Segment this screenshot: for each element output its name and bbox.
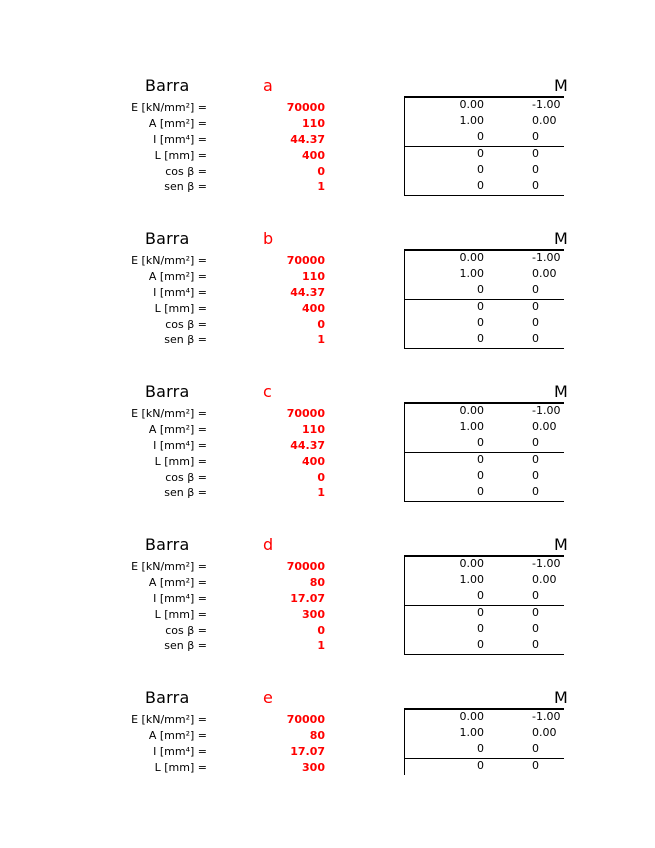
- property-label: sen β =: [164, 180, 207, 193]
- bar-title: Barra: [145, 688, 190, 707]
- property-value: 17.07: [290, 745, 325, 758]
- property-row: [0, 624, 330, 640]
- property-row: [0, 592, 330, 608]
- matrix-cell: 0: [477, 436, 484, 449]
- matrix-heading: M: [554, 382, 568, 401]
- property-label: E [kN/mm²] =: [131, 407, 207, 420]
- property-value: 70000: [286, 560, 325, 573]
- property-label: cos β =: [165, 318, 207, 331]
- matrix-cell: 0.00: [459, 557, 484, 570]
- property-label: cos β =: [165, 165, 207, 178]
- property-label: L [mm] =: [154, 149, 207, 162]
- property-row: [0, 560, 330, 576]
- matrix-row: [405, 267, 564, 283]
- property-label: L [mm] =: [154, 608, 207, 621]
- bar-title: Barra: [145, 535, 190, 554]
- matrix-cell: 0.00: [532, 267, 557, 280]
- property-label: E [kN/mm²] =: [131, 101, 207, 114]
- property-row: [0, 423, 330, 439]
- matrix-cell: 0: [477, 283, 484, 296]
- matrix-row: [405, 573, 564, 589]
- matrix-row: [405, 163, 564, 179]
- property-value: 0: [317, 471, 325, 484]
- property-value: 1: [317, 333, 325, 346]
- property-row: [0, 407, 330, 423]
- matrix-heading: M: [554, 229, 568, 248]
- property-row: [0, 713, 330, 729]
- matrix-cell: 1.00: [459, 420, 484, 433]
- property-label: cos β =: [165, 624, 207, 637]
- matrix-cell: 0: [532, 179, 539, 192]
- property-row: [0, 439, 330, 455]
- matrix-row: [405, 130, 564, 146]
- property-value: 1: [317, 180, 325, 193]
- property-value: 110: [302, 117, 325, 130]
- property-row: [0, 101, 330, 117]
- matrix-cell: 0.00: [459, 251, 484, 264]
- property-value: 80: [309, 729, 325, 742]
- matrix-cell: -1.00: [532, 251, 561, 264]
- matrix-cell: 0: [477, 163, 484, 176]
- matrix-heading: M: [554, 76, 568, 95]
- property-row: [0, 761, 330, 777]
- matrix-cell: 0: [477, 453, 484, 466]
- matrix-cell: 0: [477, 316, 484, 329]
- matrix-row: [405, 146, 564, 163]
- matrix-row: [405, 605, 564, 622]
- rotation-matrix: [404, 249, 564, 349]
- property-row: [0, 270, 330, 286]
- matrix-cell: 1.00: [459, 114, 484, 127]
- matrix-cell: 0: [477, 300, 484, 313]
- property-row: [0, 745, 330, 761]
- matrix-cell: 0: [532, 742, 539, 755]
- matrix-row: [405, 708, 564, 726]
- property-value: 17.07: [290, 592, 325, 605]
- bar-title: Barra: [145, 229, 190, 248]
- rotation-matrix: [404, 708, 564, 775]
- property-label: A [mm²] =: [148, 729, 207, 742]
- property-value: 110: [302, 270, 325, 283]
- rotation-matrix: [404, 96, 564, 196]
- property-value: 80: [309, 576, 325, 589]
- matrix-row: [405, 742, 564, 758]
- matrix-cell: 0: [532, 332, 539, 345]
- property-label: L [mm] =: [154, 302, 207, 315]
- matrix-row: [405, 469, 564, 485]
- matrix-row: [405, 249, 564, 267]
- property-label: sen β =: [164, 333, 207, 346]
- matrix-cell: 0.00: [532, 573, 557, 586]
- property-label: I [mm⁴] =: [153, 745, 207, 758]
- property-row: [0, 729, 330, 745]
- property-value: 1: [317, 486, 325, 499]
- matrix-row: [405, 436, 564, 452]
- property-row: [0, 149, 330, 165]
- matrix-cell: 0: [477, 742, 484, 755]
- property-row: [0, 486, 330, 502]
- property-label: sen β =: [164, 639, 207, 652]
- property-value: 400: [302, 149, 325, 162]
- matrix-cell: -1.00: [532, 404, 561, 417]
- property-label: E [kN/mm²] =: [131, 254, 207, 267]
- bar-block: [0, 76, 655, 236]
- matrix-cell: 0: [532, 606, 539, 619]
- property-row: [0, 133, 330, 149]
- property-row: [0, 117, 330, 133]
- property-label: I [mm⁴] =: [153, 286, 207, 299]
- bar-letter: a: [263, 76, 273, 95]
- matrix-cell: 0: [477, 179, 484, 192]
- matrix-row: [405, 622, 564, 638]
- matrix-cell: 1.00: [459, 267, 484, 280]
- matrix-heading: M: [554, 688, 568, 707]
- property-label: A [mm²] =: [148, 576, 207, 589]
- property-label: cos β =: [165, 471, 207, 484]
- matrix-cell: 0: [532, 759, 539, 772]
- bar-letter: d: [263, 535, 274, 554]
- matrix-cell: 0.00: [459, 710, 484, 723]
- property-value: 44.37: [290, 133, 325, 146]
- matrix-cell: 0: [532, 316, 539, 329]
- property-value: 44.37: [290, 439, 325, 452]
- bar-block: [0, 382, 655, 542]
- matrix-row: [405, 758, 564, 775]
- bar-letter: e: [263, 688, 273, 707]
- property-label: A [mm²] =: [148, 117, 207, 130]
- matrix-cell: -1.00: [532, 98, 561, 111]
- matrix-row: [405, 402, 564, 420]
- matrix-cell: 0: [477, 332, 484, 345]
- property-row: [0, 165, 330, 181]
- property-value: 400: [302, 302, 325, 315]
- matrix-cell: 0: [532, 622, 539, 635]
- matrix-row: [405, 589, 564, 605]
- matrix-row: [405, 555, 564, 573]
- property-value: 300: [302, 608, 325, 621]
- matrix-cell: 0: [477, 130, 484, 143]
- matrix-row: [405, 114, 564, 130]
- matrix-cell: 0: [532, 485, 539, 498]
- bar-block: [0, 688, 655, 848]
- property-row: [0, 639, 330, 655]
- rotation-matrix: [404, 555, 564, 655]
- matrix-cell: 0: [477, 606, 484, 619]
- matrix-row: [405, 316, 564, 332]
- property-label: sen β =: [164, 486, 207, 499]
- matrix-row: [405, 726, 564, 742]
- matrix-cell: 0: [532, 453, 539, 466]
- property-value: 110: [302, 423, 325, 436]
- property-value: 300: [302, 761, 325, 774]
- property-row: [0, 608, 330, 624]
- property-value: 0: [317, 318, 325, 331]
- matrix-cell: 0: [532, 283, 539, 296]
- matrix-cell: 0: [532, 300, 539, 313]
- matrix-row: [405, 283, 564, 299]
- matrix-heading: M: [554, 535, 568, 554]
- matrix-cell: 0.00: [532, 726, 557, 739]
- property-label: L [mm] =: [154, 761, 207, 774]
- property-value: 70000: [286, 713, 325, 726]
- property-label: A [mm²] =: [148, 423, 207, 436]
- property-value: 70000: [286, 407, 325, 420]
- matrix-cell: 0: [532, 163, 539, 176]
- property-label: L [mm] =: [154, 455, 207, 468]
- property-value: 1: [317, 639, 325, 652]
- property-row: [0, 286, 330, 302]
- property-value: 70000: [286, 254, 325, 267]
- bar-block: [0, 229, 655, 389]
- matrix-cell: -1.00: [532, 557, 561, 570]
- matrix-cell: 0.00: [459, 98, 484, 111]
- matrix-cell: 0: [532, 638, 539, 651]
- matrix-cell: 1.00: [459, 573, 484, 586]
- bar-title: Barra: [145, 76, 190, 95]
- bar-letter: c: [263, 382, 272, 401]
- matrix-cell: 0: [477, 759, 484, 772]
- matrix-row: [405, 299, 564, 316]
- property-label: A [mm²] =: [148, 270, 207, 283]
- property-row: [0, 576, 330, 592]
- property-label: E [kN/mm²] =: [131, 560, 207, 573]
- matrix-cell: 1.00: [459, 726, 484, 739]
- matrix-cell: 0: [477, 469, 484, 482]
- property-value: 0: [317, 165, 325, 178]
- property-row: [0, 318, 330, 334]
- matrix-cell: 0: [477, 485, 484, 498]
- matrix-cell: 0: [477, 147, 484, 160]
- property-value: 44.37: [290, 286, 325, 299]
- property-value: 0: [317, 624, 325, 637]
- matrix-row: [405, 485, 564, 502]
- matrix-cell: 0.00: [532, 420, 557, 433]
- matrix-row: [405, 179, 564, 196]
- property-label: I [mm⁴] =: [153, 439, 207, 452]
- property-row: [0, 254, 330, 270]
- matrix-cell: 0: [532, 469, 539, 482]
- matrix-cell: 0: [532, 436, 539, 449]
- property-label: E [kN/mm²] =: [131, 713, 207, 726]
- bar-letter: b: [263, 229, 274, 248]
- matrix-cell: 0: [532, 147, 539, 160]
- matrix-cell: 0.00: [532, 114, 557, 127]
- property-value: 70000: [286, 101, 325, 114]
- matrix-row: [405, 420, 564, 436]
- matrix-row: [405, 452, 564, 469]
- matrix-row: [405, 638, 564, 655]
- matrix-cell: 0.00: [459, 404, 484, 417]
- property-label: I [mm⁴] =: [153, 592, 207, 605]
- bar-title: Barra: [145, 382, 190, 401]
- matrix-cell: 0: [532, 130, 539, 143]
- property-row: [0, 302, 330, 318]
- property-row: [0, 180, 330, 196]
- matrix-cell: 0: [477, 638, 484, 651]
- property-value: 400: [302, 455, 325, 468]
- matrix-cell: 0: [532, 589, 539, 602]
- property-row: [0, 455, 330, 471]
- matrix-row: [405, 332, 564, 349]
- property-row: [0, 333, 330, 349]
- matrix-row: [405, 96, 564, 114]
- rotation-matrix: [404, 402, 564, 502]
- matrix-cell: -1.00: [532, 710, 561, 723]
- matrix-cell: 0: [477, 622, 484, 635]
- property-row: [0, 471, 330, 487]
- bar-block: [0, 535, 655, 695]
- matrix-cell: 0: [477, 589, 484, 602]
- property-label: I [mm⁴] =: [153, 133, 207, 146]
